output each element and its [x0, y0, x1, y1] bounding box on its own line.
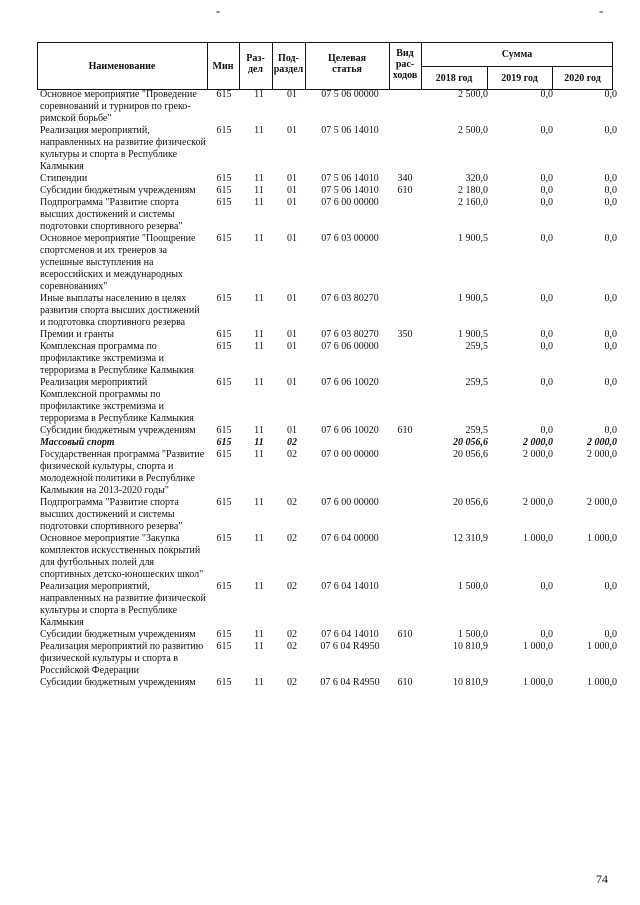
row-name: Государственная программа "Развитие физической культуры, спорта и молодежной политики в Республике Калмыкия на 2013-2020 годы" [40, 449, 205, 496]
cell-y20: 0,0 [604, 233, 617, 244]
cell-tgt: 07 6 04 14010 [321, 581, 379, 592]
cell-tgt: 07 5 06 14010 [321, 173, 379, 184]
cell-tgt: 07 0 00 00000 [321, 449, 379, 460]
cell-sub: 01 [287, 125, 297, 136]
header-sum: Сумма [501, 49, 533, 60]
cell-sub: 02 [287, 449, 297, 460]
row-name: Реализация мероприятий Комплексной программы по профилактике экстремизма и терроризма в Республике Калмыкия [40, 377, 194, 424]
cell-min: 615 [216, 641, 232, 652]
top-mark-right: - [599, 3, 604, 18]
table-row [37, 173, 617, 185]
table-row [37, 329, 617, 341]
cell-min: 615 [216, 677, 232, 688]
cell-sec: 11 [254, 533, 264, 544]
cell-y18: 20 056,6 [453, 449, 488, 460]
table-row [37, 293, 617, 329]
cell-sub: 02 [287, 437, 297, 448]
cell-y19: 0,0 [540, 89, 553, 100]
cell-exp: 340 [397, 173, 413, 184]
cell-sub: 02 [287, 629, 297, 640]
header-exp-type: Вид рас- ходов [392, 48, 418, 81]
cell-min: 615 [216, 293, 232, 304]
cell-sec: 11 [254, 329, 264, 340]
cell-y20: 2 000,0 [587, 449, 617, 460]
cell-y19: 0,0 [540, 425, 553, 436]
cell-sec: 11 [254, 437, 264, 448]
cell-sec: 11 [254, 677, 264, 688]
top-mark-left: - [216, 3, 221, 18]
cell-y19: 0,0 [540, 341, 553, 352]
cell-tgt: 07 6 03 80270 [321, 293, 379, 304]
cell-y18: 20 056,6 [453, 437, 488, 448]
cell-y19: 1 000,0 [523, 677, 553, 688]
cell-y18: 20 056,6 [453, 497, 488, 508]
table-row [37, 425, 617, 437]
table-row [37, 341, 617, 377]
cell-y19: 0,0 [540, 185, 553, 196]
cell-sub: 01 [287, 377, 297, 388]
cell-y20: 2 000,0 [587, 437, 617, 448]
cell-min: 615 [216, 449, 232, 460]
cell-y20: 0,0 [604, 329, 617, 340]
cell-y18: 320,0 [465, 173, 488, 184]
cell-y18: 2 160,0 [458, 197, 488, 208]
cell-y19: 0,0 [540, 629, 553, 640]
cell-y19: 0,0 [540, 173, 553, 184]
cell-y20: 0,0 [604, 185, 617, 196]
cell-y20: 0,0 [604, 293, 617, 304]
cell-exp: 610 [397, 629, 413, 640]
row-name: Основное мероприятие "Поощрение спортсменов и их тренеров за успешные выступления на всероссийских и международных соревнованиях" [40, 233, 196, 292]
header-target: Целевая статья [327, 53, 367, 75]
cell-sec: 11 [254, 449, 264, 460]
cell-sec: 11 [254, 377, 264, 388]
cell-y20: 1 000,0 [587, 641, 617, 652]
cell-y18: 259,5 [465, 377, 488, 388]
cell-min: 615 [216, 173, 232, 184]
cell-min: 615 [216, 533, 232, 544]
table-row [37, 89, 617, 125]
row-name: Субсидии бюджетным учреждениям [40, 677, 196, 688]
cell-min: 615 [216, 329, 232, 340]
cell-sub: 02 [287, 533, 297, 544]
cell-y19: 0,0 [540, 581, 553, 592]
cell-sub: 01 [287, 173, 297, 184]
cell-y18: 1 500,0 [458, 629, 488, 640]
cell-tgt: 07 6 06 10020 [321, 425, 379, 436]
cell-tgt: 07 6 04 R4950 [320, 677, 380, 688]
cell-tgt: 07 6 03 80270 [321, 329, 379, 340]
cell-min: 615 [216, 425, 232, 436]
row-name: Основное мероприятие "Проведение соревнований и турниров по греко-римской борьбе" [40, 89, 197, 124]
header-2020: 2020 год [564, 73, 601, 84]
table-row [37, 185, 617, 197]
cell-y18: 2 500,0 [458, 125, 488, 136]
row-name: Стипендии [40, 173, 88, 184]
cell-sub: 01 [287, 233, 297, 244]
cell-tgt: 07 6 00 00000 [321, 497, 379, 508]
cell-y19: 2 000,0 [523, 497, 553, 508]
cell-exp: 610 [397, 425, 413, 436]
cell-min: 615 [216, 233, 232, 244]
header-min: Мин [212, 61, 234, 72]
table-body [37, 89, 617, 689]
cell-y20: 2 000,0 [587, 497, 617, 508]
table-row [37, 233, 617, 293]
cell-sec: 11 [254, 341, 264, 352]
table-row [37, 629, 617, 641]
cell-y20: 0,0 [604, 173, 617, 184]
cell-y20: 0,0 [604, 377, 617, 388]
cell-sub: 02 [287, 641, 297, 652]
cell-min: 615 [216, 497, 232, 508]
row-name: Субсидии бюджетным учреждениям [40, 629, 196, 640]
cell-exp: 610 [397, 677, 413, 688]
cell-min: 615 [216, 377, 232, 388]
row-name: Премии и гранты [40, 329, 115, 340]
cell-tgt: 07 5 06 14010 [321, 185, 379, 196]
row-name: Подпрограмма "Развитие спорта высших достижений и системы подготовки спортивного резерва" [40, 197, 183, 232]
cell-tgt: 07 6 04 14010 [321, 629, 379, 640]
header-name: Наименование [88, 61, 156, 72]
cell-y19: 2 000,0 [523, 437, 553, 448]
cell-y20: 1 000,0 [587, 677, 617, 688]
cell-y19: 1 000,0 [523, 641, 553, 652]
row-name: Реализация мероприятий, направленных на развитие физической культуры и спорта в Республике Калмыкия [40, 581, 206, 628]
header-subsection: Под- раздел [273, 53, 304, 75]
cell-sub: 01 [287, 293, 297, 304]
cell-sec: 11 [254, 185, 264, 196]
cell-y20: 0,0 [604, 341, 617, 352]
cell-y19: 2 000,0 [523, 449, 553, 460]
row-name: Реализация мероприятий по развитию физической культуры и спорта в Российской Федерации [40, 641, 204, 676]
cell-y19: 0,0 [540, 233, 553, 244]
cell-sec: 11 [254, 425, 264, 436]
row-name: Комплексная программа по профилактике экстремизма и терроризма в Республике Калмыкия [40, 341, 194, 376]
cell-sub: 01 [287, 329, 297, 340]
cell-tgt: 07 5 06 14010 [321, 125, 379, 136]
cell-sub: 02 [287, 677, 297, 688]
cell-tgt: 07 6 04 R4950 [320, 641, 380, 652]
cell-y18: 10 810,9 [453, 677, 488, 688]
cell-sub: 01 [287, 185, 297, 196]
row-name: Субсидии бюджетным учреждениям [40, 425, 196, 436]
cell-y18: 1 900,5 [458, 233, 488, 244]
cell-min: 615 [216, 89, 232, 100]
cell-sub: 01 [287, 341, 297, 352]
cell-min: 615 [216, 629, 232, 640]
cell-min: 615 [216, 197, 232, 208]
table-row [37, 377, 617, 425]
cell-exp: 350 [397, 329, 413, 340]
cell-sub: 01 [287, 425, 297, 436]
cell-sub: 01 [287, 197, 297, 208]
cell-sec: 11 [254, 89, 264, 100]
header-2019: 2019 год [501, 73, 538, 84]
table-row [37, 677, 617, 689]
row-name: Реализация мероприятий, направленных на развитие физической культуры и спорта в Республике Калмыкия [40, 125, 206, 172]
row-name: Основное мероприятие "Закупка комплектов искусственных покрытий для футбольных полей для спортивных детско-юношеских школ" [40, 533, 204, 580]
cell-tgt: 07 6 06 00000 [321, 341, 379, 352]
header-section: Раз- дел [246, 53, 265, 75]
cell-tgt: 07 5 06 00000 [321, 89, 379, 100]
row-name: Массовый спорт [40, 437, 115, 448]
cell-exp: 610 [397, 185, 413, 196]
cell-tgt: 07 6 03 00000 [321, 233, 379, 244]
cell-min: 615 [216, 437, 232, 448]
cell-min: 615 [216, 185, 232, 196]
cell-sec: 11 [254, 197, 264, 208]
cell-y20: 0,0 [604, 629, 617, 640]
cell-y19: 0,0 [540, 377, 553, 388]
cell-y20: 1 000,0 [587, 533, 617, 544]
table-row [37, 437, 617, 449]
cell-y19: 0,0 [540, 293, 553, 304]
cell-min: 615 [216, 125, 232, 136]
cell-tgt: 07 6 00 00000 [321, 197, 379, 208]
cell-y19: 1 000,0 [523, 533, 553, 544]
cell-sec: 11 [254, 173, 264, 184]
cell-y20: 0,0 [604, 581, 617, 592]
cell-sec: 11 [254, 125, 264, 136]
cell-sec: 11 [254, 293, 264, 304]
cell-y18: 1 900,5 [458, 329, 488, 340]
table-row [37, 641, 617, 677]
page-number: 74 [596, 872, 608, 886]
cell-min: 615 [216, 341, 232, 352]
table-row [37, 125, 617, 173]
cell-sub: 02 [287, 497, 297, 508]
cell-y20: 0,0 [604, 425, 617, 436]
row-name: Подпрограмма "Развитие спорта высших достижений и системы подготовки спортивного резерва" [40, 497, 183, 532]
cell-y18: 10 810,9 [453, 641, 488, 652]
table-header [37, 42, 613, 90]
table-row [37, 533, 617, 581]
table-row [37, 581, 617, 629]
row-name: Субсидии бюджетным учреждениям [40, 185, 196, 196]
cell-sec: 11 [254, 641, 264, 652]
cell-tgt: 07 6 06 10020 [321, 377, 379, 388]
cell-y18: 2 500,0 [458, 89, 488, 100]
cell-sec: 11 [254, 581, 264, 592]
header-2018: 2018 год [435, 73, 473, 84]
cell-y20: 0,0 [604, 197, 617, 208]
cell-y18: 1 500,0 [458, 581, 488, 592]
row-name: Иные выплаты населению в целях развития спорта высших достижений и подготовка спортивного резерва [40, 293, 200, 328]
cell-y19: 0,0 [540, 197, 553, 208]
cell-y18: 12 310,9 [453, 533, 488, 544]
cell-y18: 2 180,0 [458, 185, 488, 196]
cell-y19: 0,0 [540, 329, 553, 340]
cell-min: 615 [216, 581, 232, 592]
cell-sub: 02 [287, 581, 297, 592]
cell-y20: 0,0 [604, 125, 617, 136]
cell-y18: 259,5 [465, 341, 488, 352]
cell-y19: 0,0 [540, 125, 553, 136]
cell-y20: 0,0 [604, 89, 617, 100]
cell-y18: 1 900,5 [458, 293, 488, 304]
table-row [37, 497, 617, 533]
table-row [37, 449, 617, 497]
cell-sec: 11 [254, 497, 264, 508]
cell-sub: 01 [287, 89, 297, 100]
cell-y18: 259,5 [465, 425, 488, 436]
cell-sec: 11 [254, 629, 264, 640]
cell-tgt: 07 6 04 00000 [321, 533, 379, 544]
table-row [37, 197, 617, 233]
cell-sec: 11 [254, 233, 264, 244]
